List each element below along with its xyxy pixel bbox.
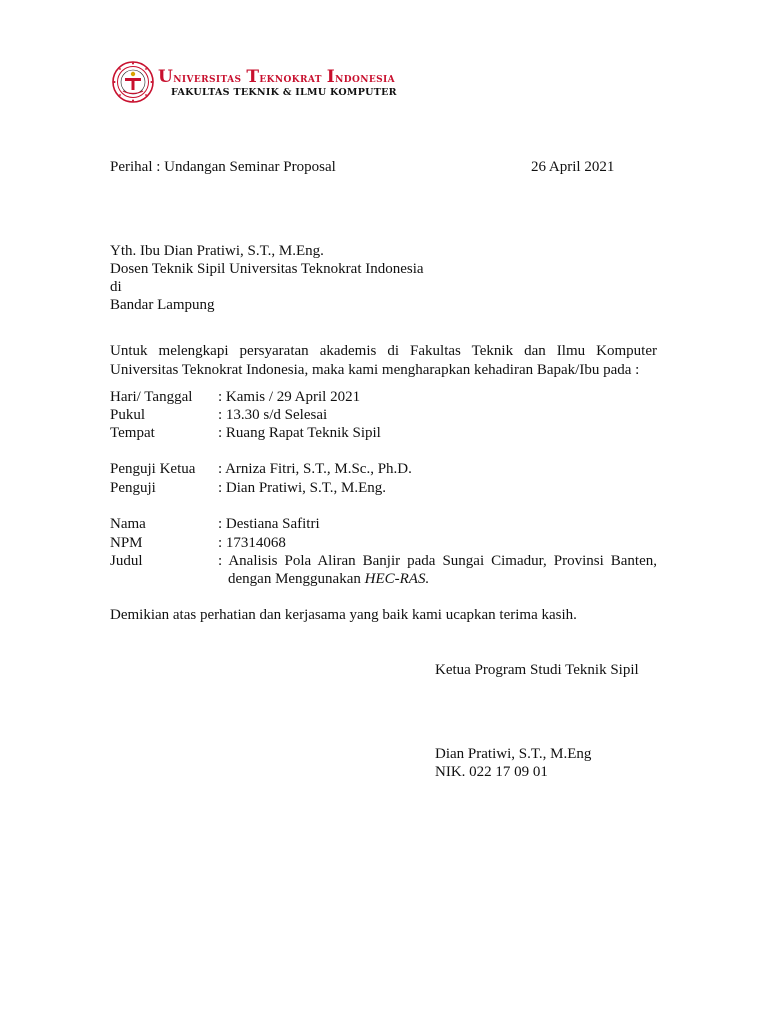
closing-sentence: Demikian atas perhatian dan kerjasama yang baik kami ucapkan terima kasih. (110, 607, 577, 623)
recipient-di: di (110, 279, 122, 295)
university-name-part2: eknokrat (259, 71, 327, 86)
nama-value: : Destiana Safitri (218, 516, 320, 532)
signature-title: Ketua Program Studi Teknik Sipil (435, 662, 639, 678)
recipient-city: Bandar Lampung (110, 297, 215, 313)
recipient-name: Yth. Ibu Dian Pratiwi, S.T., M.Eng. (110, 243, 324, 259)
nama-label: Nama (110, 516, 146, 532)
faculty-name: FAKULTAS TEKNIK & ILMU KOMPUTER (171, 87, 397, 98)
university-initial-u: U (158, 67, 174, 87)
judul-value (218, 552, 657, 588)
pukul-label: Pukul (110, 407, 146, 423)
letter-date: 26 April 2021 (531, 159, 615, 175)
university-initial-i: I (326, 67, 336, 87)
judul-label: Judul (110, 553, 143, 569)
university-name-part3: ndonesia (335, 71, 395, 86)
recipient-position: Dosen Teknik Sipil Universitas Teknokrat Indonesia (110, 261, 424, 277)
hari-label: Hari/ Tanggal (110, 389, 193, 405)
judul-line1: : Analisis Pola Aliran Banjir pada Sungai Cimadur, Provinsi Banten, (218, 553, 657, 569)
judul-italic-text: HEC-RAS. (364, 571, 430, 587)
signature-name: Dian Pratiwi, S.T., M.Eng (435, 746, 592, 762)
intro-paragraph: Untuk melengkapi persyaratan akademis di Fakultas Teknik dan Ilmu Komputer Universitas Teknokrat Indonesia, maka kami mengharapkan kehadiran Bapak/Ibu pada : (110, 343, 657, 378)
pukul-value: : 13.30 s/d Selesai (218, 407, 328, 423)
npm-label: NPM (110, 535, 143, 551)
perihal-line: Perihal : Undangan Seminar Proposal (110, 159, 336, 175)
penguji-ketua-value: : Arniza Fitri, S.T., M.Sc., Ph.D. (218, 461, 412, 477)
signature-nik: NIK. 022 17 09 01 (435, 764, 548, 780)
penguji-value: : Dian Pratiwi, S.T., M.Eng. (218, 480, 387, 496)
university-name (158, 67, 395, 87)
hari-value: : Kamis / 29 April 2021 (218, 389, 361, 405)
tempat-value: : Ruang Rapat Teknik Sipil (218, 425, 381, 441)
npm-value: : 17314068 (218, 535, 286, 551)
university-name-part1: niversitas (173, 71, 247, 86)
penguji-label: Penguji (110, 480, 156, 496)
judul-line2 (218, 570, 657, 588)
penguji-ketua-label: Penguji Ketua (110, 461, 196, 477)
university-logo-icon (111, 60, 155, 104)
tempat-label: Tempat (110, 425, 155, 441)
judul-line2-text: dengan Menggunakan (228, 571, 365, 587)
university-initial-t: T (246, 67, 260, 87)
